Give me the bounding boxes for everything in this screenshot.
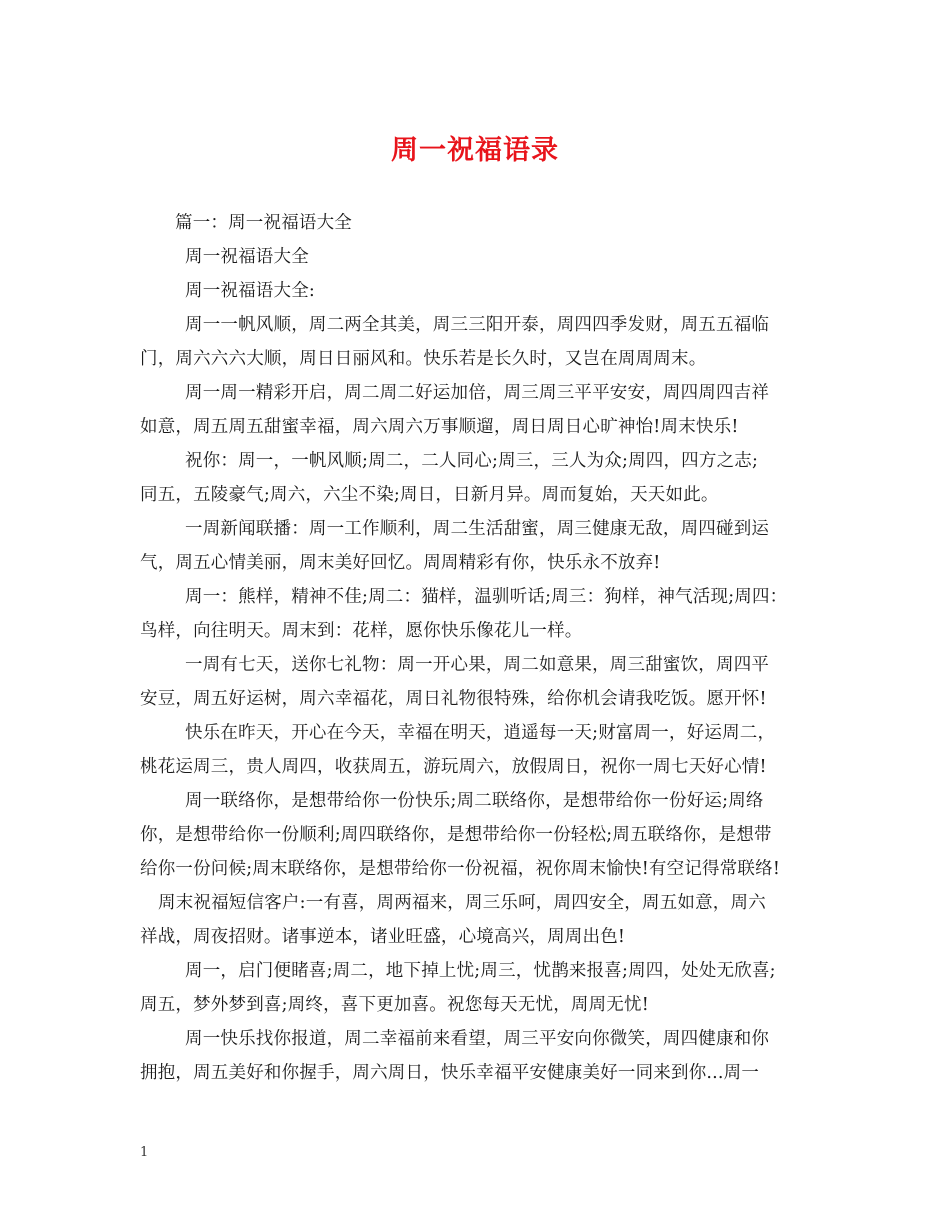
text-line: 周一：熊样，精神不佳;周二：猫样，温驯听话;周三：狗样，神气活现;周四： xyxy=(185,587,788,607)
text-line: 如意，周五周五甜蜜幸福，周六周六万事顺遛，周日周日心旷神怡!周末快乐! xyxy=(140,417,739,437)
text-line: 门，周六六六大顺，周日日丽风和。快乐若是长久时，又岂在周周周末。 xyxy=(140,349,707,369)
text-line: 快乐在昨天，开心在今天，幸福在明天，逍遥每一天;财富周一，好运周二， xyxy=(185,723,776,743)
text-line: 气，周五心情美丽，周末美好回忆。周周精彩有你，快乐永不放弃! xyxy=(140,553,661,573)
text-line: 周末祝福短信客户:一有喜，周两福来，周三乐呵，周四安全，周五如意，周六 xyxy=(158,893,766,913)
text-line: 篇一：周一祝福语大全 xyxy=(175,213,352,233)
text-line: 祥战，周夜招财。诸事逆本，诸业旺盛，心境高兴，周周出色! xyxy=(140,927,626,947)
text-line: 周一周一精彩开启，周二周二好运加倍，周三周三平平安安，周四周四吉祥 xyxy=(185,383,770,403)
text-line: 桃花运周三，贵人周四，收获周五，游玩周六，放假周日，祝你一周七天好心情! xyxy=(140,757,767,777)
text-line: 周一联络你，是想带给你一份快乐;周二联络你，是想带给你一份好运;周络 xyxy=(185,791,764,811)
text-line: 鸟样，向往明天。周末到：花样，愿你快乐像花儿一样。 xyxy=(140,621,583,641)
document-title: 周一祝福语录 xyxy=(391,135,559,166)
document-body xyxy=(140,206,812,1090)
text-line: 周五，梦外梦到喜;周终，喜下更加喜。祝您每天无忧，周周无忧! xyxy=(140,995,649,1015)
text-line: 安豆，周五好运树，周六幸福花，周日礼物很特殊，给你机会请我吃饭。愿开怀! xyxy=(140,689,767,709)
text-line: 周一，启门便睹喜;周二，地下掉上忧;周三，忧鹊来报喜;周四，处处无欣喜; xyxy=(185,961,776,981)
text-line: 周一快乐找你报道，周二幸福前来看望，周三平安向你微笑，周四健康和你 xyxy=(185,1029,770,1049)
text-line: 一周有七天，送你七礼物：周一开心果，周二如意果，周三甜蜜饮，周四平 xyxy=(185,655,770,675)
text-line: 周一祝福语大全 xyxy=(185,247,309,267)
text-line: 拥抱，周五美好和你握手，周六周日，快乐幸福平安健康美好一同来到你...周一 xyxy=(140,1063,760,1083)
text-line: 给你一份问候;周末联络你，是想带给你一份祝福，祝你周末愉快!有空记得常联络! xyxy=(140,859,781,879)
text-line: 祝你：周一，一帆风顺;周二，二人同心;周三，三人为众;周四，四方之志; xyxy=(185,451,759,471)
text-line: 同五，五陵豪气;周六，六尘不染;周日，日新月异。周而复始，天天如此。 xyxy=(140,485,719,505)
page-number: 1 xyxy=(140,1145,149,1160)
text-line: 周一一帆风顺，周二两全其美，周三三阳开泰，周四四季发财，周五五福临 xyxy=(185,315,770,335)
text-line: 周一祝福语大全: xyxy=(185,281,315,301)
text-line: 一周新闻联播：周一工作顺利，周二生活甜蜜，周三健康无敌，周四碰到运 xyxy=(185,519,770,539)
text-line: 你，是想带给你一份顺利;周四联络你，是想带给你一份轻松;周五联络你，是想带 xyxy=(140,825,772,845)
